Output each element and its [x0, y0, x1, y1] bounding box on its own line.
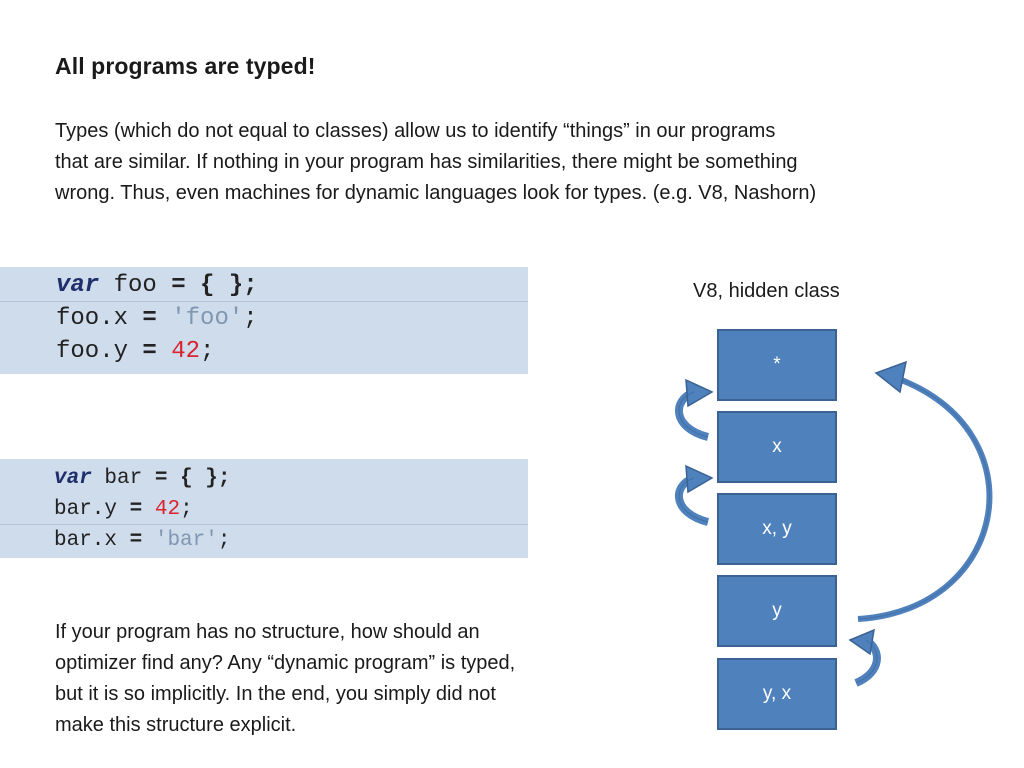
- outro-line: but it is so implicitly. In the end, you simply did not: [55, 683, 496, 705]
- hidden-class-box: y, x: [717, 658, 837, 730]
- hidden-class-box: x: [717, 411, 837, 483]
- code-token: =: [142, 305, 157, 332]
- diagram-label: V8, hidden class: [693, 280, 840, 302]
- code-token: ;: [180, 498, 193, 521]
- code-token: = { };: [171, 272, 258, 299]
- code-token: 42: [154, 498, 181, 521]
- hidden-class-box: y: [717, 575, 837, 647]
- code-token: ;: [243, 305, 258, 332]
- arrow-head-icon: [876, 362, 906, 392]
- arrow-head-icon: [686, 466, 712, 492]
- code-token: =: [129, 529, 143, 552]
- intro-line: that are similar. If nothing in your program has similarities, there might be something: [55, 151, 798, 173]
- code-token: foo: [99, 272, 172, 299]
- code-token: bar.y: [54, 498, 130, 521]
- code-token: 'foo': [171, 305, 244, 332]
- code-token: foo.y: [56, 338, 143, 365]
- code-token: var: [56, 272, 100, 299]
- outro-line: optimizer find any? Any “dynamic program” is typed,: [55, 652, 516, 674]
- code-token: ;: [200, 338, 215, 365]
- code-token: foo.x: [56, 305, 143, 332]
- code-token: bar: [91, 467, 155, 490]
- outro-line: make this structure explicit.: [55, 714, 297, 736]
- code-token: bar.x: [54, 529, 130, 552]
- hidden-class-box: x, y: [717, 493, 837, 565]
- intro-line: wrong. Thus, even machines for dynamic languages look for types. (e.g. V8, Nashorn): [55, 182, 817, 204]
- code-token: =: [129, 498, 143, 521]
- arrow-head-icon: [686, 380, 712, 406]
- outro-line: If your program has no structure, how should an: [55, 621, 480, 643]
- intro-line: Types (which do not equal to classes) allow us to identify “things” in our programs: [55, 120, 776, 142]
- arrow-head-icon: [850, 630, 874, 654]
- code-token: ;: [217, 529, 231, 552]
- code-token: =: [142, 338, 157, 365]
- large-arc-arrow-icon: [858, 378, 989, 619]
- slide-title: All programs are typed!: [55, 53, 316, 79]
- code-token: 42: [171, 338, 201, 365]
- code-token: = { };: [154, 467, 231, 490]
- hidden-class-box: *: [717, 329, 837, 401]
- code-token: var: [54, 467, 92, 490]
- code-token: 'bar': [154, 529, 218, 552]
